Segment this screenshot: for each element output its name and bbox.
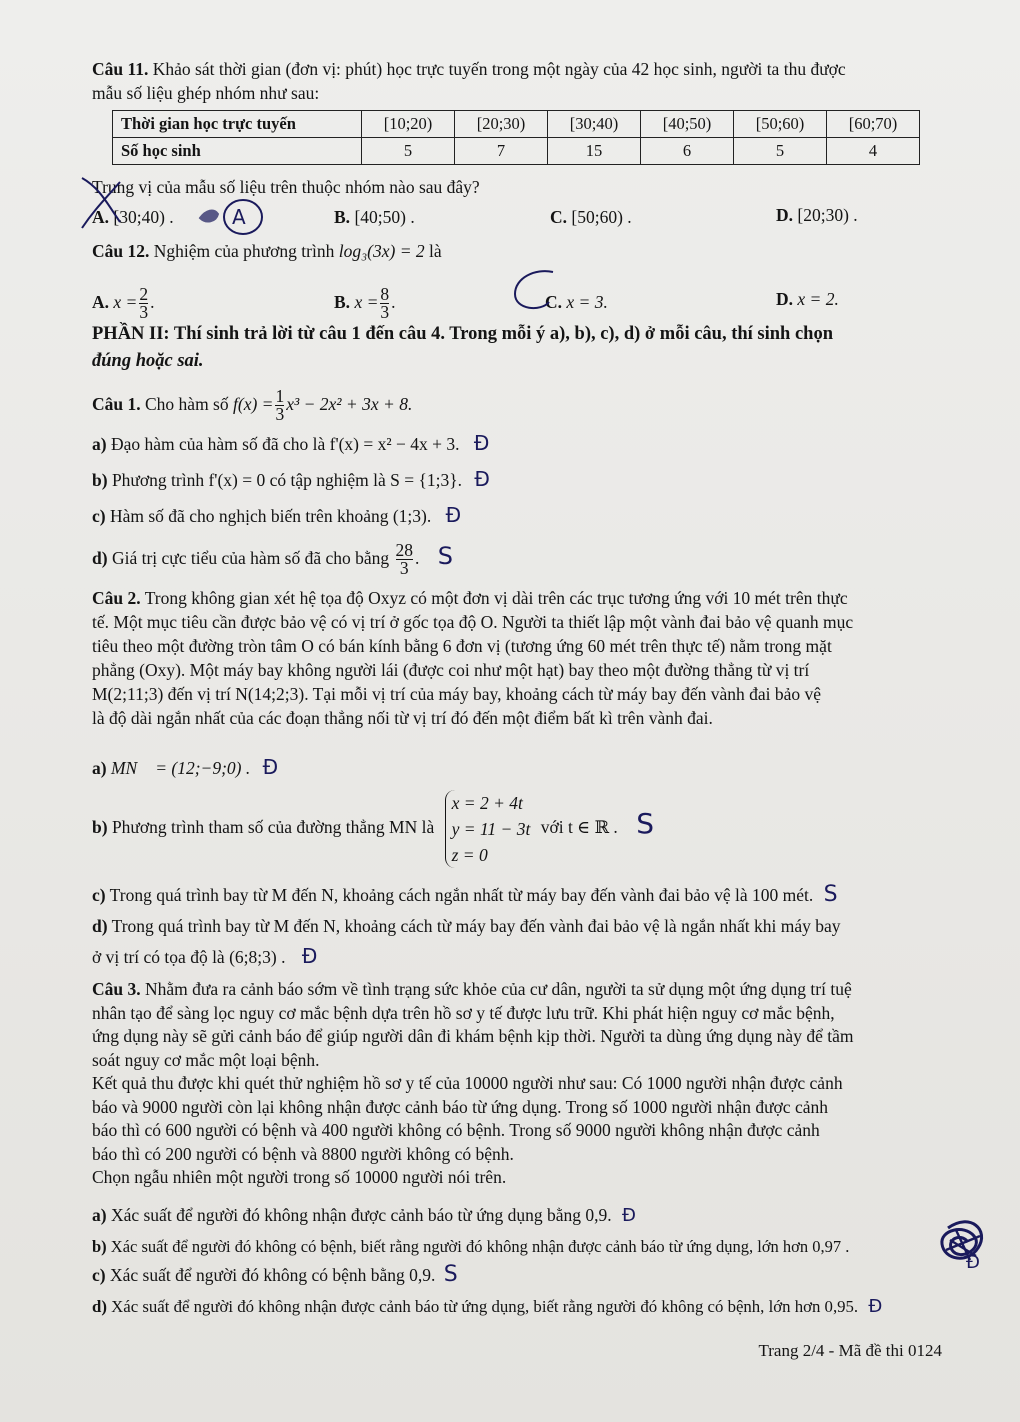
option-a-text: x = xyxy=(113,292,138,312)
handwritten-mark: Đ xyxy=(474,467,490,491)
c3-line xyxy=(92,978,940,1002)
c1-item-d: d) Giá trị cực tiểu của hàm số đã cho bằng $\frac{28}{3}$ . S xyxy=(92,540,454,579)
c2-line: phẳng (Oxy). Một máy bay không người lái (được coi như một hạt) bay theo một đường thẳng từ vị trí xyxy=(92,660,810,680)
table-cell: [10;20) xyxy=(362,111,455,138)
table-row xyxy=(113,138,920,165)
item-label: b) xyxy=(92,1237,107,1256)
item-text: Phương trình tham số của đường thẳng MN là xyxy=(111,817,435,838)
c2-title: Câu 2. xyxy=(92,588,141,608)
table-cell: [30;40) xyxy=(548,111,641,138)
system-equation: y = 11 − 3t xyxy=(451,819,531,839)
c2-line: là độ dài ngắn nhất của các đoạn thẳng nối từ vị trí đó đến một điểm bất kì trên vành đai. xyxy=(92,708,713,728)
c2-item-a xyxy=(92,756,278,779)
c2-line-text: Trong không gian xét hệ tọa độ Oxyz có một đơn vị dài trên các trục tương ứng với 10 mét trên thực xyxy=(144,588,848,608)
c1-stem xyxy=(92,384,412,424)
table-row xyxy=(113,111,920,138)
q12-option-a: A. x = $\frac{2}{3}$ . xyxy=(92,284,155,323)
handwritten-mark: Đ xyxy=(445,503,462,527)
q11-line1 xyxy=(92,58,846,80)
handwritten-mark: Đ xyxy=(868,1296,883,1317)
item-text: Xác suất để người đó không có bệnh bằng 0,9. xyxy=(109,1265,436,1285)
option-b-text: [40;50) . xyxy=(354,207,415,227)
option-c-label: C. xyxy=(550,207,568,227)
item-text: Phương trình f'(x) = 0 có tập nghiệm là S = {1;3}. xyxy=(111,470,462,490)
option-b-text: x = xyxy=(354,292,379,312)
handwritten-mark: Đ xyxy=(301,944,318,968)
c3-line: nhân tạo để sàng lọc nguy cơ mắc bệnh dựa trên hồ sơ y tế được lưu trữ. Khi phát hiện nguy cơ mắc bệnh, xyxy=(92,1002,835,1023)
item-text: ở vị trí có tọa độ là (6;8;3) . xyxy=(92,947,286,967)
table-cell: 5 xyxy=(362,138,455,165)
c3-item-a xyxy=(92,1204,636,1227)
c2-line: M(2;11;3) đến vị trí N(14;2;3). Tại mỗi vị trí của máy bay, khoảng cách từ máy bay đến vành đai bảo vệ xyxy=(92,684,822,704)
handwritten-scribble-icon xyxy=(930,1210,1000,1290)
c3-line: báo thì có 200 người có bệnh và 8800 người không có bệnh. xyxy=(92,1143,514,1164)
c2-paragraph xyxy=(92,586,940,730)
item-label: d) xyxy=(92,548,108,568)
fraction xyxy=(396,542,414,577)
item-text: Xác suất để người đó không có bệnh, biết rằng người đó không nhận được cảnh báo từ ứng dụng, lớn hơn 0,97 . xyxy=(110,1237,850,1256)
q11-option-c xyxy=(550,206,632,228)
table-header-count: Số học sinh xyxy=(113,138,362,165)
fraction-numerator: 8 xyxy=(380,284,390,305)
grouped-data-table xyxy=(112,110,920,165)
fraction xyxy=(139,286,148,321)
table-cell: 4 xyxy=(827,138,920,165)
c2-item-c xyxy=(92,884,838,906)
q11-option-b xyxy=(334,206,415,228)
c1-function-prefix: f(x) = xyxy=(233,394,274,414)
part2-heading-line1: PHẦN II: Thí sinh trả lời từ câu 1 đến câu 4. Trong mỗi ý a), b), c), d) ở mỗi câu, thí sinh chọn xyxy=(92,324,834,344)
q12-title: Câu 12. xyxy=(92,241,150,261)
item-label: b) xyxy=(92,817,108,838)
item-text: Hàm số đã cho nghịch biến trên khoảng (1;3). xyxy=(109,506,432,526)
c1-item-c xyxy=(92,504,461,527)
option-b-label: B. xyxy=(334,207,351,227)
c3-title: Câu 3. xyxy=(92,979,141,999)
c3-line: Chọn ngẫu nhiên một người trong số 10000 người nói trên. xyxy=(92,1167,507,1187)
q11-text2: mẫu số liệu ghép nhóm như sau: xyxy=(92,83,320,103)
c3-item-c xyxy=(92,1264,458,1286)
q12-stem xyxy=(92,240,442,262)
q12-text-a: Nghiệm của phương trình xyxy=(153,241,335,261)
fraction-denominator: 3 xyxy=(399,558,409,579)
handwritten-answer: A xyxy=(232,205,246,229)
option-d-text: [20;30) . xyxy=(797,205,858,225)
handwritten-mark: S xyxy=(437,542,454,570)
item-text: Trong quá trình bay từ M đến N, khoảng cách từ máy bay đến vành đai bảo vệ là ngắn nhất khi máy bay xyxy=(111,916,841,936)
option-d-label: D. xyxy=(776,289,794,309)
c1-item-a xyxy=(92,432,489,455)
option-c-text: x = 3. xyxy=(566,292,608,312)
c3-paragraph xyxy=(92,978,940,1190)
option-c-text: [50;60) . xyxy=(571,207,632,227)
handwritten-mark: S xyxy=(636,807,654,841)
option-b-label: B. xyxy=(334,292,351,312)
item-label: c) xyxy=(92,1265,106,1285)
item-label: c) xyxy=(92,506,106,526)
part2-heading-line2: đúng hoặc sai. xyxy=(92,351,204,371)
c2-line: tế. Một mục tiêu cần được bảo vệ có vị trí ở gốc tọa độ O. Người ta thiết lập một vành đai bảo vệ quanh mục xyxy=(92,612,854,632)
c2-item-d-cont xyxy=(92,945,317,968)
c3-line-text: Nhằm đưa ra cảnh báo sớm về tình trạng sức khỏe của cư dân, người ta sử dụng một ứng dụng trí tuệ xyxy=(145,979,852,999)
q11-question: Trung vị của mẫu số liệu trên thuộc nhóm nào sau đây? xyxy=(92,177,480,197)
q12-option-b: B. x = $\frac{8}{3}$ . xyxy=(334,284,396,323)
option-c-label: C. xyxy=(545,292,563,312)
item-label: a) xyxy=(92,758,107,778)
table-cell: 5 xyxy=(734,138,827,165)
handwritten-circle-mark-icon xyxy=(505,266,565,316)
table-cell: 7 xyxy=(455,138,548,165)
handwritten-mark: Đ xyxy=(621,1205,636,1226)
option-a-label: A. xyxy=(92,207,110,227)
q12-text-b: là xyxy=(429,241,442,261)
option-d-label: D. xyxy=(776,205,794,225)
system-equation: x = 2 + 4t xyxy=(451,793,523,813)
table-cell: [40;50) xyxy=(641,111,734,138)
item-text-suffix: với t ∈ ℝ . xyxy=(540,817,618,838)
item-label: d) xyxy=(92,1297,107,1316)
item-label: a) xyxy=(92,434,107,454)
q11-title: Câu 11. xyxy=(92,59,149,79)
c3-line: soát nguy cơ mắc một loại bệnh. xyxy=(92,1049,320,1070)
c2-line xyxy=(92,586,940,610)
c1-intro: Cho hàm số xyxy=(145,394,229,414)
c3-line: Kết quả thu được khi quét thử nghiệm hồ sơ y tế của 10000 người như sau: Có 1000 người nhận được cảnh xyxy=(92,1073,843,1093)
fraction xyxy=(380,286,389,321)
table-cell: 15 xyxy=(548,138,641,165)
item-text: Xác suất để người đó không nhận được cảnh báo từ ứng dụng, biết rằng người đó không có bệnh, lớn hơn 0,95. xyxy=(111,1297,859,1316)
table-cell: 6 xyxy=(641,138,734,165)
fraction-denominator: 3 xyxy=(139,302,149,323)
q11-text1: Khảo sát thời gian (đơn vị: phút) học trực tuyến trong một ngày của 42 học sinh, người ta thu được xyxy=(152,59,846,79)
fraction-numerator: 28 xyxy=(395,540,414,561)
fraction-numerator: 1 xyxy=(275,386,285,407)
item-label: a) xyxy=(92,1205,107,1225)
item-label: b) xyxy=(92,470,108,490)
q12-equation: log₃(3x) = 2 xyxy=(338,241,425,261)
option-d-text: x = 2. xyxy=(797,289,839,309)
c2-item-b xyxy=(92,790,654,868)
handwritten-mark: Đ xyxy=(262,755,279,779)
handwritten-mark: S xyxy=(443,1262,458,1287)
fraction-denominator: 3 xyxy=(275,404,285,425)
item-text: Trong quá trình bay từ M đến N, khoảng cách ngắn nhất từ máy bay đến vành đai bảo vệ là 100 mét. xyxy=(109,885,814,905)
c2-item-d xyxy=(92,915,840,937)
c3-line: ứng dụng này sẽ gửi cảnh báo để giúp người dân đi khám bệnh kịp thời. Người ta dùng ứng dụng này để tầm xyxy=(92,1026,854,1046)
parametric-system xyxy=(445,790,531,868)
system-equation: z = 0 xyxy=(451,845,488,865)
c1-title: Câu 1. xyxy=(92,394,141,414)
item-label: c) xyxy=(92,885,106,905)
handwritten-cross-mark-icon xyxy=(60,170,280,240)
item-label: d) xyxy=(92,916,108,936)
c3-item-d xyxy=(92,1296,882,1318)
c3-line: báo và 9000 người còn lại không nhận được cảnh báo từ ứng dụng. Trong số 1000 người nhận được cảnh xyxy=(92,1096,828,1117)
c3-item-b xyxy=(92,1236,849,1258)
page-footer: Trang 2/4 - Mã đề thi 0124 xyxy=(758,1341,942,1360)
handwritten-mark: Đ xyxy=(966,1252,980,1273)
fraction-denominator: 3 xyxy=(380,302,390,323)
item-text: Giá trị cực tiểu của hàm số đã cho bằng xyxy=(111,548,390,568)
fraction xyxy=(275,388,284,423)
handwritten-mark: S xyxy=(823,882,838,907)
c2-line: tiêu theo một đường tròn tâm O có bán kính bằng 6 đơn vị (tương ứng 60 mét trên thực tế) nằm trong mặt xyxy=(92,636,832,656)
c3-line: báo thì có 600 người có bệnh và 400 người không có bệnh. Trong số 9000 người không nhận được cảnh xyxy=(92,1120,820,1140)
q12-option-d xyxy=(776,288,839,310)
q11-option-d xyxy=(776,204,858,226)
table-cell: [50;60) xyxy=(734,111,827,138)
table-cell: [60;70) xyxy=(827,111,920,138)
table-header-time: Thời gian học trực tuyến xyxy=(113,111,362,138)
c1-function-suffix: x³ − 2x² + 3x + 8. xyxy=(286,394,413,414)
item-text: MN⃗ = (12;−9;0) . xyxy=(110,758,251,778)
item-text: Xác suất để người đó không nhận được cảnh báo từ ứng dụng bằng 0,9. xyxy=(110,1205,612,1225)
c1-item-b xyxy=(92,468,490,491)
option-a-text: [30;40) . xyxy=(113,207,174,227)
fraction-numerator: 2 xyxy=(139,284,149,305)
table-cell: [20;30) xyxy=(455,111,548,138)
item-text: Đạo hàm của hàm số đã cho là f'(x) = x² − 4x + 3. xyxy=(110,434,460,454)
handwritten-mark: Đ xyxy=(473,431,490,455)
option-a-label: A. xyxy=(92,292,110,312)
